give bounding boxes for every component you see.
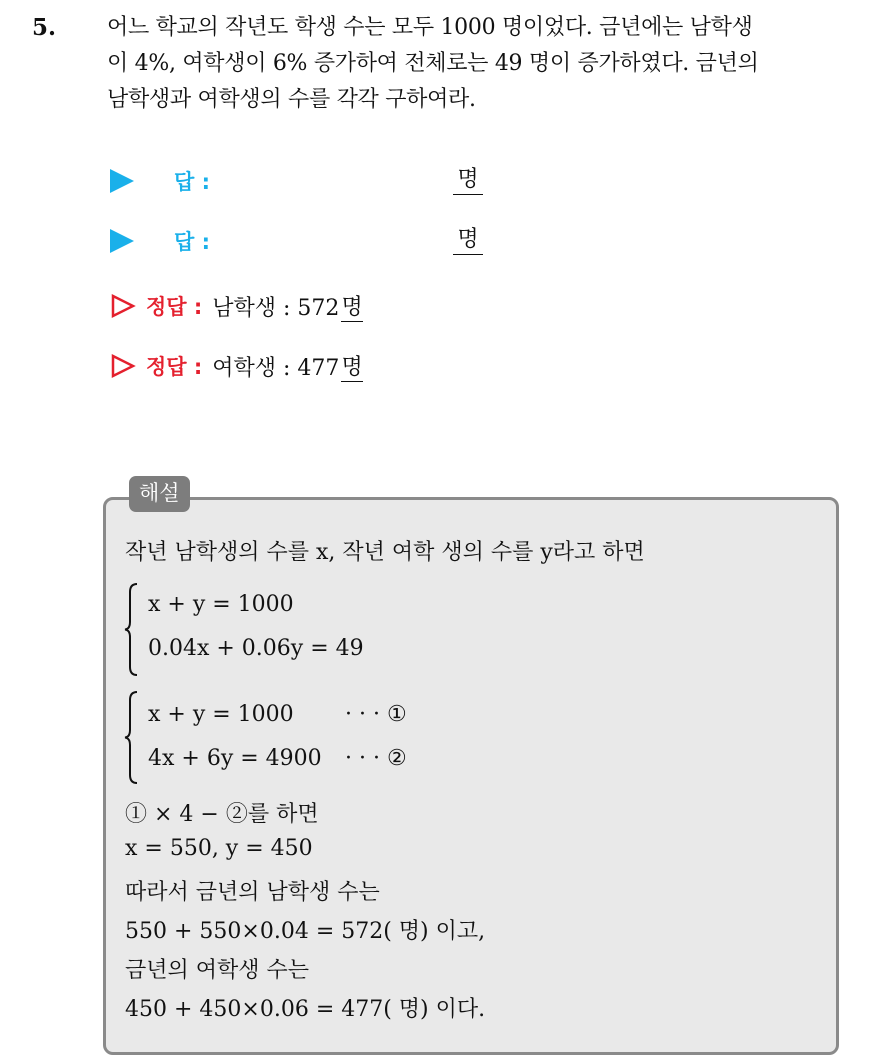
answer-row-1: [110, 163, 210, 199]
correct-answer-text: 남학생 : 572: [212, 295, 340, 321]
play-arrow-icon: [110, 169, 134, 193]
system1-equation-2: 0.04x + 0.06y = 49: [148, 636, 364, 661]
explanation-step-3: 따라서 금년의 남학생 수는: [125, 880, 380, 905]
explanation-tab: 해설: [129, 476, 190, 512]
answer-blank-unit-1[interactable]: 명: [453, 166, 483, 195]
answer-row-2: [110, 223, 210, 259]
explanation-step-4: 550 + 550×0.04 = 572( 명) 이고,: [125, 919, 486, 944]
system2-equation-1: x + y = 1000: [148, 702, 294, 727]
play-arrow-icon: [110, 229, 134, 253]
outline-arrow-icon: [110, 353, 136, 379]
correct-answer-label: 정답 :: [146, 295, 203, 319]
correct-answer-row-2: [110, 348, 363, 384]
left-brace-icon: [124, 582, 138, 677]
question-text: [107, 10, 867, 118]
correct-answer-row-1: [110, 288, 363, 324]
system2-equation-2: 4x + 6y = 4900: [148, 746, 322, 771]
correct-answer-unit: 명: [341, 350, 362, 382]
system2-marker-1: · · · ①: [345, 702, 407, 727]
question-line-3: 남학생과 여학생의 수를 각각 구하여라.: [107, 87, 476, 112]
answer-blank-unit-2[interactable]: 명: [453, 226, 483, 255]
explanation-step-1: ① × 4 − ②를 하면: [125, 802, 319, 827]
correct-answer-label: 정답 :: [146, 355, 203, 379]
answer-label: 답 :: [174, 230, 210, 254]
system1-equation-1: x + y = 1000: [148, 592, 294, 617]
outline-arrow-icon: [110, 293, 136, 319]
question-line-2: 이 4%, 여학생이 6% 증가하여 전체로는 49 명이 증가하였다. 금년의: [107, 51, 759, 76]
explanation-step-6: 450 + 450×0.06 = 477( 명) 이다.: [125, 997, 486, 1022]
question-number: 5.: [32, 14, 57, 41]
question-line-1: 어느 학교의 작년도 학생 수는 모두 1000 명이었다. 금년에는 남학생: [107, 15, 753, 40]
system2-marker-2: · · · ②: [345, 746, 407, 771]
answer-label: 답 :: [174, 170, 210, 194]
correct-answer-text: 여학생 : 477: [212, 355, 340, 381]
correct-answer-unit: 명: [341, 290, 362, 322]
explanation-intro: 작년 남학생의 수를 x, 작년 여학 생의 수를 y라고 하면: [125, 540, 645, 565]
left-brace-icon: [124, 690, 138, 785]
explanation-step-2: x = 550, y = 450: [125, 836, 313, 861]
explanation-step-5: 금년의 여학생 수는: [125, 958, 310, 983]
